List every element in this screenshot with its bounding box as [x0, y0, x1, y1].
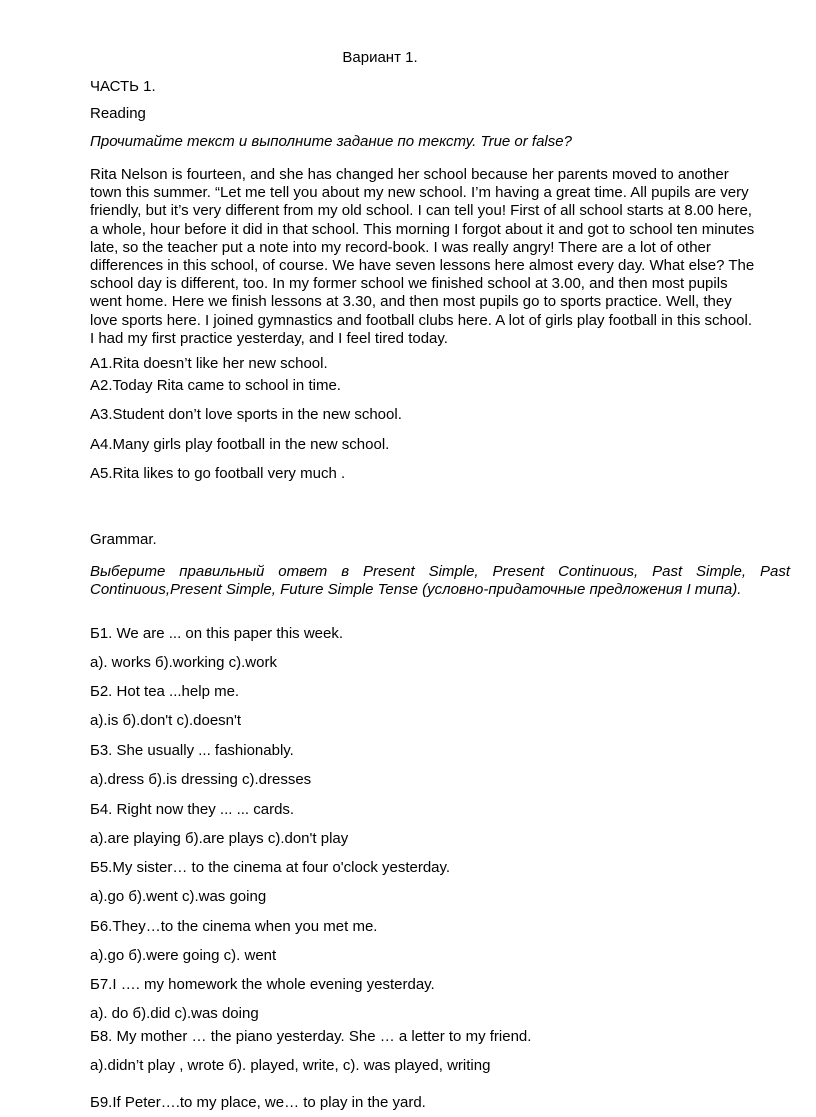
grammar-answers-b6: а).go б).were going c). went [90, 947, 277, 964]
grammar-question-b4: Б4. Right now they ... ... cards. [90, 801, 295, 818]
text-line: went home. Here we finish lessons at 3.30, and then most pupils go to sports practice. Well, they [90, 293, 732, 311]
question-a3: A3.Student don’t love sports in the new school. [90, 406, 402, 423]
question-a5: A5.Rita likes to go football very much . [90, 465, 346, 482]
grammar-question-b6: Б6.They…to the cinema when you met me. [90, 918, 378, 935]
grammar-question-b9: Б9.If Peter….to my place, we… to play in the yard. [90, 1094, 426, 1111]
variant-title: Вариант 1. [342, 49, 418, 66]
part-heading: ЧАСТЬ 1. [90, 78, 156, 95]
reading-heading: Reading [90, 105, 146, 122]
grammar-question-b3: Б3. She usually ... fashionably. [90, 742, 294, 759]
grammar-answers-b5: а).go б).went c).was going [90, 888, 267, 905]
grammar-answers-b1: а). works б).working c).work [90, 654, 277, 671]
grammar-instruction-line-1: Выберите правильный ответ в Present Simple, Present Continuous, Past Simple, Past [90, 563, 790, 580]
grammar-answers-b7: а). do б).did c).was doing [90, 1005, 259, 1022]
text-line: town this summer. “Let me tell you about my new school. I’m having a great time. All pupils are very [90, 184, 749, 202]
grammar-question-b2: Б2. Hot tea ...help me. [90, 683, 240, 700]
question-a2: A2.Today Rita came to school in time. [90, 377, 341, 394]
text-line: love sports here. I joined gymnastics and football clubs here. A lot of girls play football in this school. [90, 311, 753, 329]
grammar-answers-b3: а).dress б).is dressing c).dresses [90, 771, 312, 788]
grammar-question-b7: Б7.I …. my homework the whole evening yesterday. [90, 976, 435, 993]
text-line: a whole, hour before it did in that school. This morning I forgot about it and got to school ten minutes [90, 220, 755, 238]
text-line: Rita Nelson is fourteen, and she has changed her school because her parents moved to another [90, 166, 729, 183]
grammar-instruction-line-2: Continuous,Present Simple, Future Simple Tense (условно-придаточные предложения I типа). [90, 581, 742, 599]
grammar-answers-b2: а).is б).don't c).doesn't [90, 712, 242, 729]
grammar-heading: Grammar. [90, 531, 157, 548]
reading-instruction: Прочитайте текст и выполните задание по тексту. True or false? [90, 133, 572, 150]
grammar-question-b8: Б8. My mother … the piano yesterday. She … a letter to my friend. [90, 1028, 532, 1045]
grammar-answers-b4: а).are playing б).are plays c).don't play [90, 830, 349, 847]
reading-text [90, 166, 790, 348]
question-a1: A1.Rita doesn’t like her new school. [90, 355, 328, 372]
text-line: differences in this school, of course. We have seven lessons here almost every day. What else? The [90, 257, 755, 275]
grammar-instruction [90, 563, 790, 599]
grammar-answers-b8: а).didn’t play , wrote б). played, write, c). was played, writing [90, 1057, 491, 1074]
text-line: I had my first practice yesterday, and I feel tired today. [90, 329, 448, 347]
grammar-question-b1: Б1. We are ... on this paper this week. [90, 625, 344, 642]
text-line: late, so the teacher put a note into my record-book. I was really angry! There are a lot of other [90, 238, 711, 256]
text-line: school day is different, too. In my former school we finished school at 3.00, and then most pupils [90, 275, 728, 293]
grammar-question-b5: Б5.My sister… to the cinema at four o'clock yesterday. [90, 859, 451, 876]
question-a4: A4.Many girls play football in the new school. [90, 436, 390, 453]
text-line: friendly, but it’s very different from my old school. I can tell you! First of all school starts at 8.00 here, [90, 202, 752, 220]
